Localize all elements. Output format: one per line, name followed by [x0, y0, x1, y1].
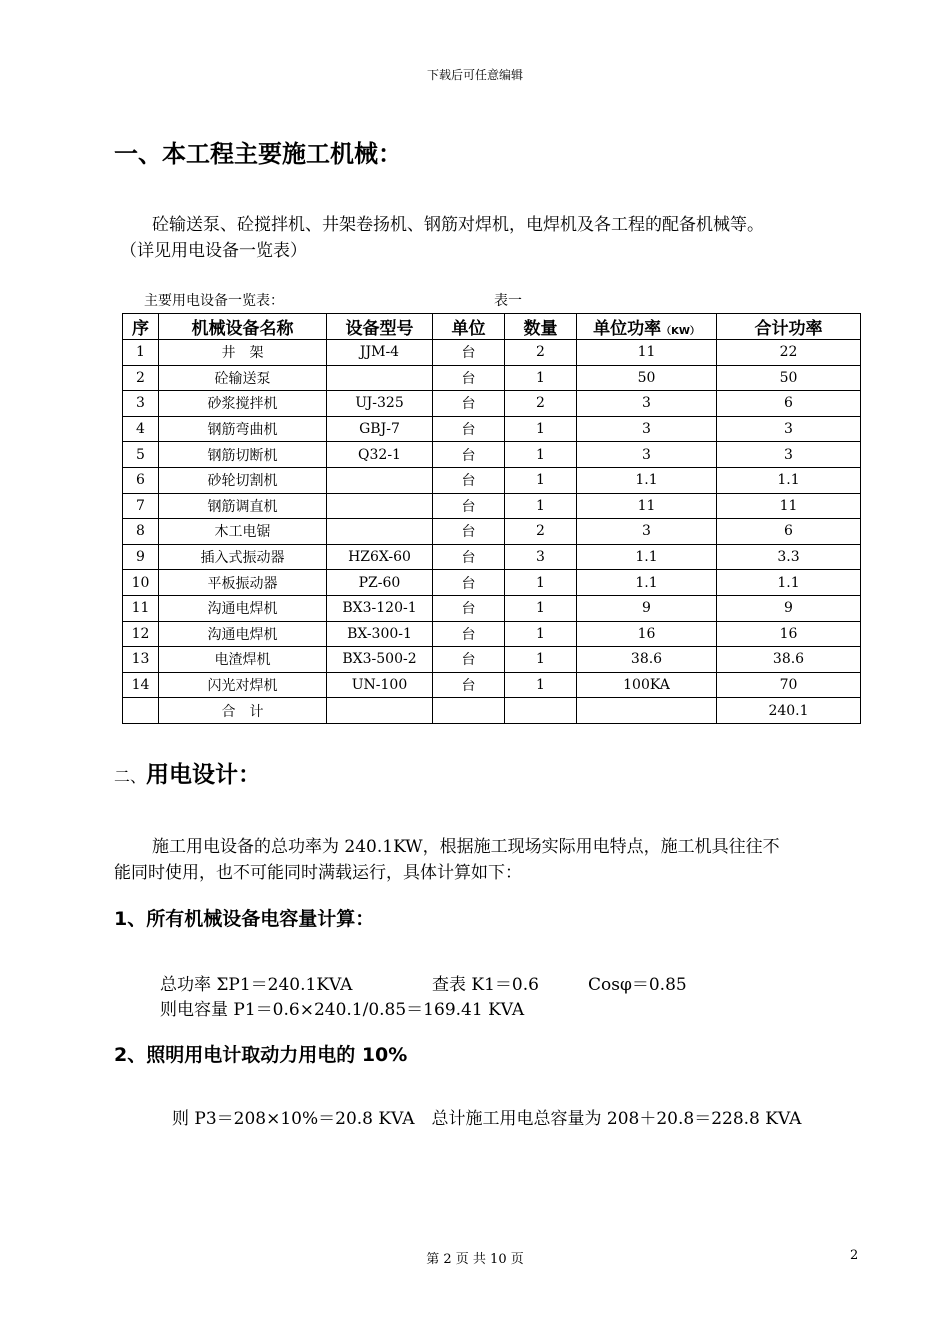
cell-empty	[505, 698, 577, 724]
cell-index: 13	[123, 647, 159, 673]
subsection1-title: 1、所有机械设备电容量计算：	[114, 908, 375, 930]
calc-k1: 查表 K1＝0.6	[432, 975, 539, 995]
table-row	[123, 391, 861, 417]
cell-quantity: 1	[505, 416, 577, 442]
section1-paragraph-line2: （详见用电设备一览表）	[120, 241, 307, 261]
cell-model: UJ-325	[327, 391, 433, 417]
cell-quantity: 2	[505, 391, 577, 417]
cell-model: BX-300-1	[327, 621, 433, 647]
calc-cos-phi: Cosφ＝0.85	[588, 975, 687, 995]
calc-total-power: 总功率 ΣP1＝240.1KVA	[160, 975, 353, 995]
cell-unit: 台	[433, 391, 505, 417]
cell-total-power: 3.3	[717, 544, 861, 570]
section2-paragraph-line2: 能同时使用，也不可能同时满载运行，具体计算如下：	[114, 863, 522, 883]
table-total-row	[123, 698, 861, 724]
table-row	[123, 416, 861, 442]
cell-name: 沟通电焊机	[159, 621, 327, 647]
table-row	[123, 595, 861, 621]
cell-unit: 台	[433, 544, 505, 570]
header-model: 设备型号	[327, 314, 433, 340]
cell-unit: 台	[433, 442, 505, 468]
cell-index: 4	[123, 416, 159, 442]
cell-index: 11	[123, 595, 159, 621]
section2-title	[114, 756, 261, 789]
cell-unit-power: 1.1	[577, 467, 717, 493]
header-total-power: 合计功率	[717, 314, 861, 340]
cell-empty	[433, 698, 505, 724]
cell-model: HZ6X-60	[327, 544, 433, 570]
cell-total-power: 11	[717, 493, 861, 519]
table-row	[123, 672, 861, 698]
page-footer: 第 2 页 共 10 页	[426, 1252, 524, 1267]
cell-unit-power: 1.1	[577, 570, 717, 596]
cell-quantity: 3	[505, 544, 577, 570]
total-value: 240.1	[717, 698, 861, 724]
cell-empty	[577, 698, 717, 724]
cell-unit: 台	[433, 647, 505, 673]
calc-capacity: 则电容量 P1＝0.6×240.1/0.85＝169.41 KVA	[160, 1000, 525, 1020]
cell-quantity: 1	[505, 672, 577, 698]
cell-unit-power: 9	[577, 595, 717, 621]
table-row	[123, 544, 861, 570]
table-row	[123, 365, 861, 391]
cell-unit-power: 11	[577, 340, 717, 366]
cell-total-power: 3	[717, 442, 861, 468]
cell-name: 平板振动器	[159, 570, 327, 596]
cell-model: UN-100	[327, 672, 433, 698]
cell-unit-power: 50	[577, 365, 717, 391]
cell-total-power: 6	[717, 519, 861, 545]
cell-index: 9	[123, 544, 159, 570]
cell-total-power: 9	[717, 595, 861, 621]
cell-model: BX3-120-1	[327, 595, 433, 621]
cell-name: 砂浆搅拌机	[159, 391, 327, 417]
cell-total-power: 1.1	[717, 570, 861, 596]
cell-quantity: 1	[505, 647, 577, 673]
cell-name: 钢筋调直机	[159, 493, 327, 519]
page-number: 2	[850, 1248, 859, 1263]
cell-unit-power: 11	[577, 493, 717, 519]
section1-paragraph-line1: 砼输送泵、砼搅拌机、井架卷扬机、钢筋对焊机，电焊机及各工程的配备机械等。	[152, 215, 764, 235]
cell-empty	[123, 698, 159, 724]
cell-index: 1	[123, 340, 159, 366]
cell-total-power: 38.6	[717, 647, 861, 673]
cell-model	[327, 519, 433, 545]
section2-paragraph-line1: 施工用电设备的总功率为 240.1KW，根据施工现场实际用电特点，施工机具往往不	[152, 837, 780, 857]
cell-index: 12	[123, 621, 159, 647]
header-equipment-name: 机械设备名称	[159, 314, 327, 340]
cell-model	[327, 467, 433, 493]
cell-index: 5	[123, 442, 159, 468]
cell-name: 闪光对焊机	[159, 672, 327, 698]
cell-model: BX3-500-2	[327, 647, 433, 673]
cell-model: JJM-4	[327, 340, 433, 366]
cell-unit: 台	[433, 519, 505, 545]
subsection2-title: 2、照明用电计取动力用电的 10%	[114, 1044, 408, 1066]
section2-title-text: 用电设计：	[146, 762, 262, 788]
calc-lighting: 则 P3＝208×10%＝20.8 KVA 总计施工用电总容量为 208＋20.8＝228.8 KVA	[172, 1109, 802, 1129]
cell-quantity: 2	[505, 340, 577, 366]
cell-name: 钢筋切断机	[159, 442, 327, 468]
section2-title-prefix: 二、	[114, 767, 147, 786]
cell-total-power: 70	[717, 672, 861, 698]
cell-model	[327, 493, 433, 519]
cell-name: 井 架	[159, 340, 327, 366]
table-row	[123, 442, 861, 468]
cell-name: 钢筋弯曲机	[159, 416, 327, 442]
cell-quantity: 1	[505, 595, 577, 621]
table-row	[123, 647, 861, 673]
cell-unit: 台	[433, 467, 505, 493]
cell-unit-power: 100KA	[577, 672, 717, 698]
header-index: 序	[123, 314, 159, 340]
cell-name: 砼输送泵	[159, 365, 327, 391]
header-unit-power	[577, 314, 717, 340]
cell-name: 木工电锯	[159, 519, 327, 545]
table-row	[123, 340, 861, 366]
cell-total-power: 50	[717, 365, 861, 391]
cell-name: 沟通电焊机	[159, 595, 327, 621]
cell-unit: 台	[433, 595, 505, 621]
cell-unit: 台	[433, 672, 505, 698]
cell-unit-power: 1.1	[577, 544, 717, 570]
cell-quantity: 1	[505, 467, 577, 493]
cell-total-power: 22	[717, 340, 861, 366]
header-unit-power-label: 单位功率	[593, 319, 662, 339]
cell-unit: 台	[433, 340, 505, 366]
cell-unit-power: 16	[577, 621, 717, 647]
cell-total-power: 1.1	[717, 467, 861, 493]
cell-unit-power: 3	[577, 416, 717, 442]
header-power-unit: （KW）	[661, 326, 700, 337]
table-row	[123, 493, 861, 519]
cell-quantity: 1	[505, 493, 577, 519]
cell-unit: 台	[433, 621, 505, 647]
cell-total-power: 3	[717, 416, 861, 442]
cell-model	[327, 365, 433, 391]
cell-unit: 台	[433, 416, 505, 442]
cell-total-power: 16	[717, 621, 861, 647]
table-row	[123, 519, 861, 545]
table-number: 表一	[494, 293, 522, 309]
cell-index: 10	[123, 570, 159, 596]
table-row	[123, 621, 861, 647]
cell-unit: 台	[433, 493, 505, 519]
cell-model: PZ-60	[327, 570, 433, 596]
table-row	[123, 570, 861, 596]
total-label: 合 计	[159, 698, 327, 724]
cell-quantity: 1	[505, 442, 577, 468]
cell-unit-power: 3	[577, 519, 717, 545]
table-caption: 主要用电设备一览表：	[144, 293, 284, 309]
cell-index: 8	[123, 519, 159, 545]
cell-unit-power: 3	[577, 391, 717, 417]
cell-unit-power: 3	[577, 442, 717, 468]
cell-quantity: 1	[505, 365, 577, 391]
cell-name: 插入式振动器	[159, 544, 327, 570]
cell-total-power: 6	[717, 391, 861, 417]
table-header-row	[123, 314, 861, 340]
cell-unit-power: 38.6	[577, 647, 717, 673]
cell-quantity: 1	[505, 570, 577, 596]
cell-index: 6	[123, 467, 159, 493]
table-row	[123, 467, 861, 493]
cell-unit: 台	[433, 570, 505, 596]
cell-index: 2	[123, 365, 159, 391]
section1-title: 一、本工程主要施工机械：	[114, 140, 402, 168]
cell-quantity: 2	[505, 519, 577, 545]
cell-quantity: 1	[505, 621, 577, 647]
cell-model: Q32-1	[327, 442, 433, 468]
cell-index: 7	[123, 493, 159, 519]
page-header: 下载后可任意编辑	[426, 68, 523, 82]
cell-index: 14	[123, 672, 159, 698]
cell-empty	[327, 698, 433, 724]
equipment-table	[122, 313, 861, 724]
header-unit: 单位	[433, 314, 505, 340]
cell-name: 砂轮切割机	[159, 467, 327, 493]
cell-index: 3	[123, 391, 159, 417]
cell-name: 电渣焊机	[159, 647, 327, 673]
header-quantity: 数量	[505, 314, 577, 340]
cell-model: GBJ-7	[327, 416, 433, 442]
cell-unit: 台	[433, 365, 505, 391]
